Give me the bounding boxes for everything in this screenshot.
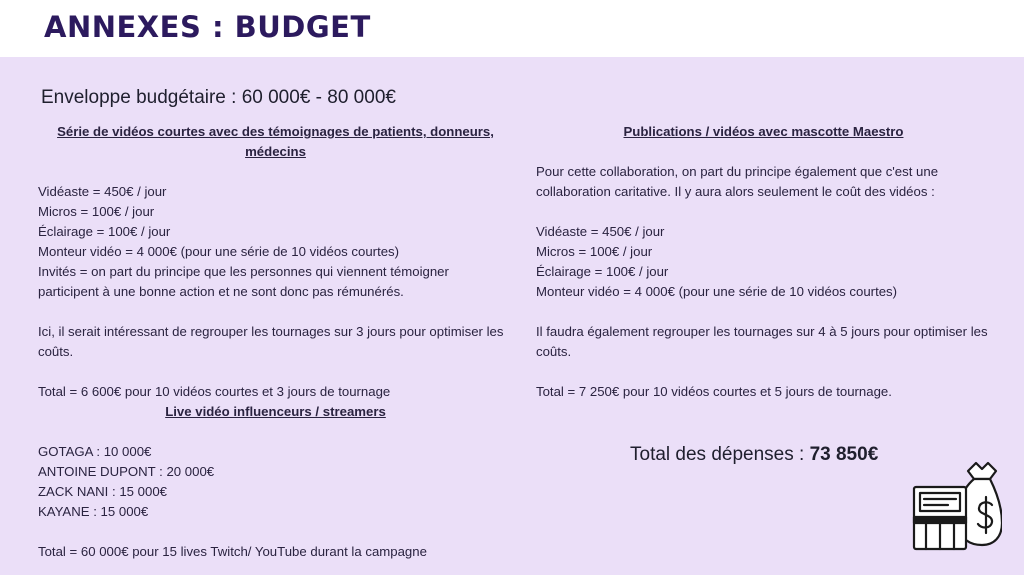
grand-total-label: Total des dépenses : (630, 444, 810, 465)
mascot-total: Total = 7 250€ pour 10 vidéos courtes et 5 jours de tournage. (536, 384, 892, 399)
list-item: GOTAGA : 10 000€ (38, 444, 152, 459)
budget-envelope: Enveloppe budgétaire : 60 000€ - 80 000€ (41, 87, 396, 108)
list-item: ANTOINE DUPONT : 20 000€ (38, 464, 215, 479)
videos-note: Ici, il serait intéressant de regrouper les tournages sur 3 jours pour optimiser les coûts. (38, 324, 504, 359)
list-item: KAYANE : 15 000€ (38, 504, 149, 519)
videos-total: Total = 6 600€ pour 10 vidéos courtes et 3 jours de tournage (38, 384, 391, 399)
live-total: Total = 60 000€ pour 15 lives Twitch/ YouTube durant la campagne (38, 544, 427, 559)
list-item: Vidéaste = 450€ / jour (38, 184, 167, 199)
list-item: Éclairage = 100€ / jour (536, 264, 669, 279)
content-panel (0, 57, 1024, 575)
list-item: Monteur vidéo = 4 000€ (pour une série de 10 vidéos courtes) (536, 284, 898, 299)
right-column (536, 122, 991, 402)
live-section-title: Live vidéo influenceurs / streamers (165, 404, 386, 419)
mascot-note: Il faudra également regrouper les tournages sur 4 à 5 jours pour optimiser les coûts. (536, 324, 988, 359)
list-item: Vidéaste = 450€ / jour (536, 224, 665, 239)
mascot-section-title: Publications / vidéos avec mascotte Maestro (623, 124, 904, 139)
list-item: Éclairage = 100€ / jour (38, 224, 171, 239)
header (0, 0, 1024, 57)
list-item: Micros = 100€ / jour (38, 204, 155, 219)
page-title: ANNEXES : BUDGET (44, 10, 371, 44)
list-item: Micros = 100€ / jour (536, 244, 653, 259)
videos-section-title: Série de vidéos courtes avec des témoignages de patients, donneurs, médecins (57, 124, 494, 159)
list-item: Invités = on part du principe que les personnes qui viennent témoigner participent à une bonne action et ne sont donc pas rémunérés. (38, 264, 449, 299)
list-item: ZACK NANI : 15 000€ (38, 484, 168, 499)
list-item: Monteur vidéo = 4 000€ (pour une série de 10 vidéos courtes) (38, 244, 400, 259)
grand-total (630, 444, 878, 466)
grand-total-value: 73 850€ (809, 444, 879, 465)
budget-money-bag-icon (912, 461, 1002, 558)
mascot-intro: Pour cette collaboration, on part du principe également que c'est une collaboration caritative. Il y aura alors seulement le coût des vidéos : (536, 164, 939, 199)
left-column (38, 122, 513, 562)
